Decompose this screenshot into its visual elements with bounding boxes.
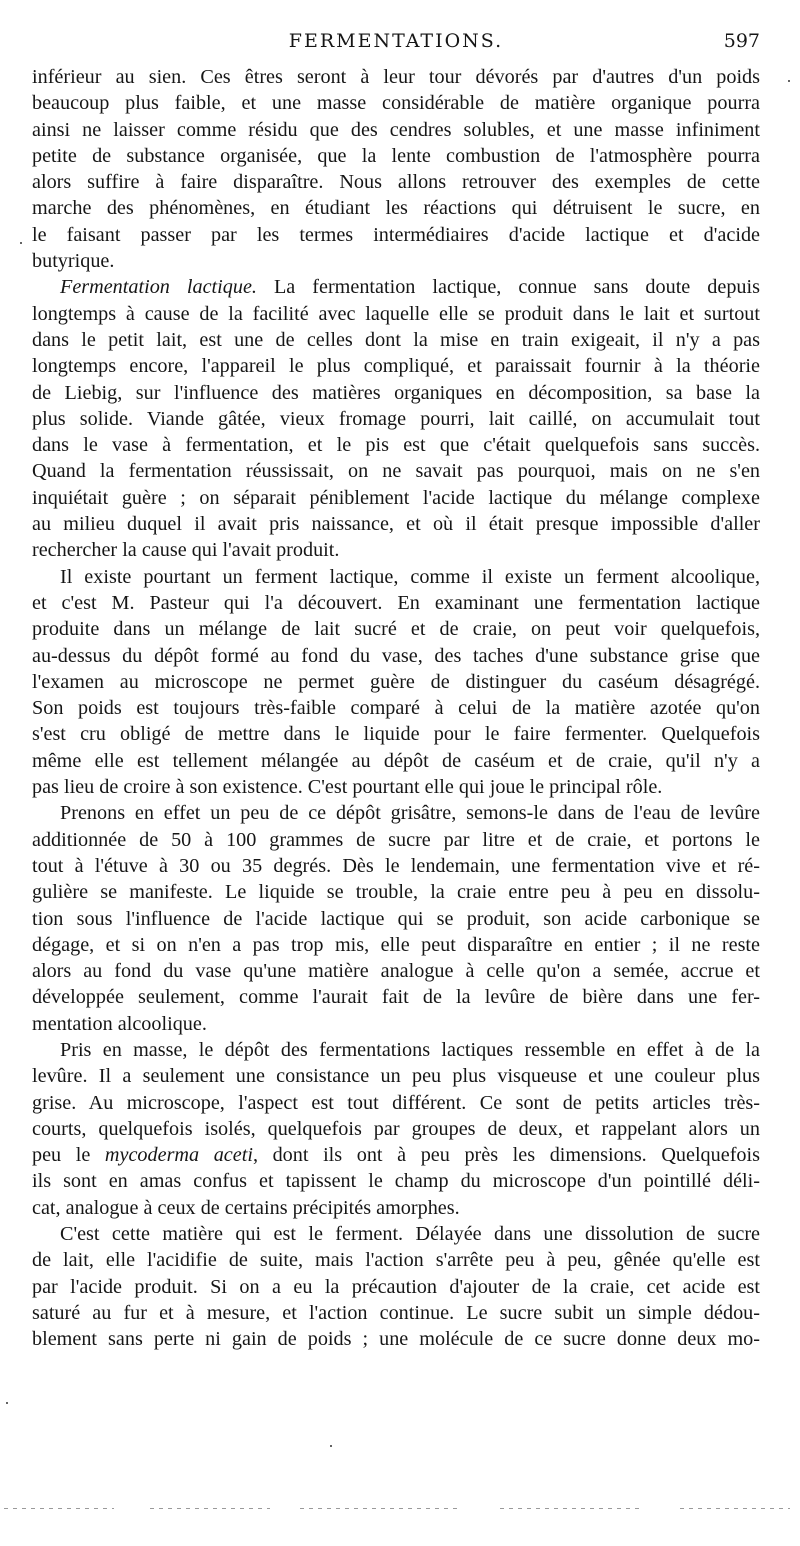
text-line: butyrique. — [32, 250, 115, 273]
text-line — [32, 1142, 760, 1168]
paragraph-2 — [32, 274, 760, 563]
text-line: alors au fond du vase qu'une matière analogue à celle qu'on a semée, accrue et — [32, 960, 760, 983]
text-line: C'est cette matière qui est le ferment. Délayée dans une dissolution de sucre — [60, 1223, 760, 1246]
text-line: tion sous l'influence de l'acide lactique qui se produit, son acide carbonique se — [32, 907, 760, 930]
section-heading: Fermentation lactique. — [60, 276, 257, 299]
text-line: dans le petit lait, est une de celles dont la mise en train exigeait, il n'y a pas — [32, 328, 760, 351]
text-line: ils sont en amas confus et tapissent le champ du microscope d'un pointillé déli- — [32, 1170, 760, 1193]
text-line — [32, 274, 760, 300]
text-line: pas lieu de croire à son existence. C'est pourtant elle qui joue le principal rôle. — [32, 776, 663, 799]
text-line: additionnée de 50 à 100 grammes de sucre par litre et de craie, et portons le — [32, 828, 760, 851]
text-line: grise. Au microscope, l'aspect est tout différent. Ce sont de petits articles très- — [32, 1091, 760, 1114]
paragraph-1 — [32, 64, 760, 274]
text-line: Son poids est toujours très-faible comparé à celui de la matière azotée qu'on — [32, 697, 760, 720]
paragraph-3 — [32, 564, 760, 801]
text-fragment: La fermentation lactique, connue sans doute depuis — [256, 276, 760, 299]
text-line: saturé au fur et à mesure, et l'action continue. Le sucre subit un simple dédou- — [32, 1301, 760, 1324]
text-line: ainsi ne laisser comme résidu que des cendres solubles, et une masse infiniment — [32, 118, 760, 141]
text-line: gulière se manifeste. Le liquide se trouble, la craie entre peu à peu en dissolu- — [32, 881, 760, 904]
text-line: développée seulement, comme l'aurait fait de la levûre de bière dans une fer- — [32, 986, 760, 1009]
scan-dotted-line — [500, 1508, 640, 1509]
text-line: alors suffire à faire disparaître. Nous allons retrouver des exemples de cette — [32, 171, 760, 194]
text-line: même elle est tellement mélangée au dépôt de caséum et de craie, qu'il n'y a — [32, 749, 760, 772]
text-fragment: peu le — [32, 1144, 105, 1167]
text-line: produite dans un mélange de lait sucré et de craie, on peut voir quelquefois, — [32, 618, 760, 641]
scan-dotted-line — [300, 1508, 460, 1509]
text-line: courts, quelquefois isolés, quelquefois par groupes de deux, et rappelant alors un — [32, 1117, 760, 1140]
text-line: blement sans perte ni gain de poids ; une molécule de ce sucre donne deux mo- — [32, 1328, 760, 1351]
text-line: beaucoup plus faible, et une masse considérable de matière organique pourra — [32, 92, 760, 115]
body-text — [32, 64, 760, 1353]
scan-dotted-line — [4, 1508, 114, 1509]
text-line: s'est cru obligé de mettre dans le liquide pour le faire fermenter. Quelquefois — [32, 723, 760, 746]
paragraph-6 — [32, 1221, 760, 1352]
text-line: par l'acide produit. Si on a eu la précaution d'ajouter de la craie, cet acide est — [32, 1275, 760, 1298]
text-line: et c'est M. Pasteur qui l'a découvert. En examinant une fermentation lactique — [32, 591, 760, 614]
running-title: FERMENTATIONS. — [288, 30, 504, 52]
text-line: Quand la fermentation réussissait, on ne savait pas pourquoi, mais on ne s'en — [32, 460, 760, 483]
text-line: petite de substance organisée, que la lente combustion de l'atmosphère pourra — [32, 144, 760, 167]
text-line: plus solide. Viande gâtée, vieux fromage pourri, lait caillé, on accumulait tout — [32, 407, 760, 430]
text-line: inquiétait guère ; on séparait péniblement l'acide lactique du mélange complexe — [32, 486, 760, 509]
scan-dotted-line — [680, 1508, 790, 1509]
text-fragment: , dont ils ont à peu près les dimensions. Quelquefois — [252, 1144, 760, 1167]
text-line: longtemps encore, l'appareil le plus compliqué, et paraissait fournir à la théorie — [32, 355, 760, 378]
scan-speck — [20, 242, 22, 244]
scan-speck — [788, 80, 790, 82]
text-line: tout à l'étuve à 30 ou 35 degrés. Dès le lendemain, une fermentation vive et ré- — [32, 854, 760, 877]
page-number: 597 — [723, 30, 760, 52]
text-line: Prenons en effet un peu de ce dépôt grisâtre, semons-le dans de l'eau de levûre — [60, 802, 760, 825]
scan-speck — [330, 1445, 332, 1447]
paragraph-4 — [32, 800, 760, 1037]
paragraph-5 — [32, 1037, 760, 1221]
text-line: rechercher la cause qui l'avait produit. — [32, 539, 340, 562]
text-line: inférieur au sien. Ces êtres seront à leur tour dévorés par d'autres d'un poids — [32, 66, 760, 88]
page-header — [32, 30, 760, 60]
text-line: levûre. Il a seulement une consistance un peu plus visqueuse et une couleur plus — [32, 1065, 760, 1088]
scan-dotted-line — [150, 1508, 270, 1509]
text-line: marche des phénomènes, en étudiant les réactions qui détruisent le sucre, en — [32, 197, 760, 220]
text-line: Il existe pourtant un ferment lactique, comme il existe un ferment alcoolique, — [60, 565, 760, 588]
text-line: au-dessus du dépôt formé au fond du vase, des taches d'une substance grise que — [32, 644, 760, 667]
text-line: dans le vase à fermentation, et le pis est que c'était quelquefois sans succès. — [32, 434, 760, 457]
text-line: de Liebig, sur l'influence des matières organiques en décomposition, sa base la — [32, 381, 760, 404]
species-name: mycoderma aceti — [104, 1144, 253, 1167]
scan-speck — [6, 1402, 8, 1404]
text-line: l'examen au microscope ne permet guère de distinguer du caséum désagrégé. — [32, 670, 760, 693]
text-line: le faisant passer par les termes intermédiaires d'acide lactique et d'acide — [32, 223, 760, 246]
text-line: Pris en masse, le dépôt des fermentations lactiques ressemble en effet à de la — [60, 1038, 760, 1061]
text-line: au milieu duquel il avait pris naissance, et où il était presque impossible d'aller — [32, 513, 760, 536]
text-line: de lait, elle l'acidifie de suite, mais l'action s'arrête peu à peu, gênée qu'elle est — [32, 1249, 760, 1272]
text-line: longtemps à cause de la facilité avec laquelle elle se produit dans le lait et surtout — [32, 302, 760, 325]
scan-artifacts — [0, 1500, 800, 1512]
text-line: mentation alcoolique. — [32, 1012, 207, 1035]
text-line: dégage, et si on n'en a pas trop mis, elle peut disparaître en entier ; il ne reste — [32, 933, 760, 956]
text-line: cat, analogue à ceux de certains précipités amorphes. — [32, 1196, 460, 1219]
